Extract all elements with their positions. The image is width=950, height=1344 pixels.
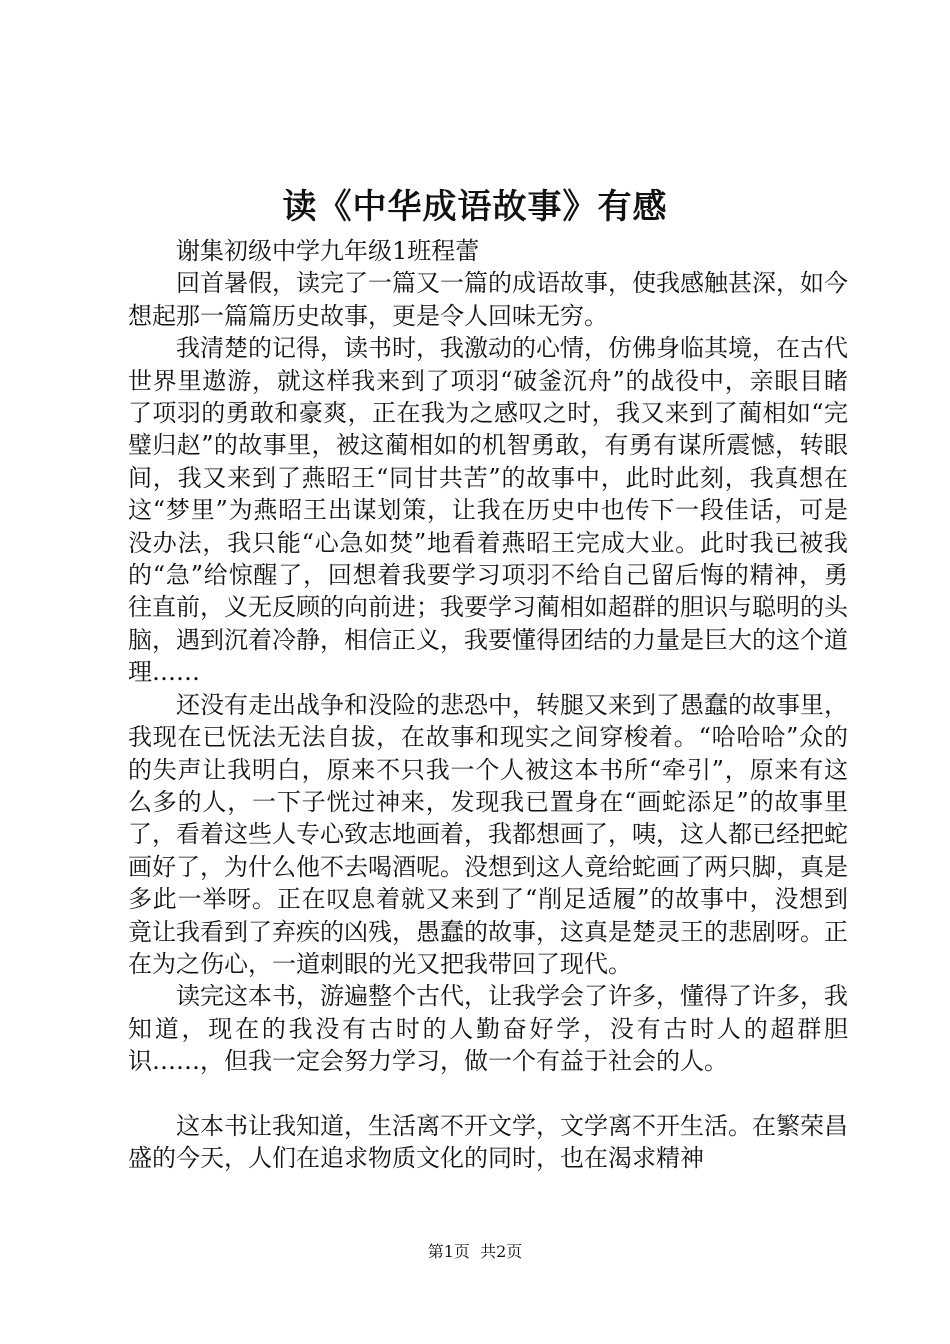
author-line: 谢集初级中学九年级1班程蕾 (176, 237, 480, 265)
blank-line (128, 1078, 848, 1110)
paragraph: 读完这本书，游遍整个古代，让我学会了许多，懂得了许多，我知道，现在的我没有古时的人勤奋好学，没有古时人的超群胆识……，但我一定会努力学习，做一个有益于社会的人。 (128, 982, 848, 1076)
document-title: 读《中华成语故事》有感 (282, 187, 668, 227)
paragraph: 我清楚的记得，读书时，我激动的心情，仿佛身临其境，在古代世界里遨游，就这样我来到了项羽“破釜沉舟”的战役中，亲眼目睹了项羽的勇敢和豪爽，正在我为之感叹之时，我又来到了蔺相如“完璧归赵”的故事里，被这蔺相如的机智勇敢，有勇有谋所震憾，转眼间，我又来到了燕昭王“同甘共苦”的故事中，此时此刻，我真想在这“梦里”为燕昭王出谋划策，让我在历史中也传下一段佳话，可是没办法，我只能“心急如焚”地看着燕昭王完成大业。此时我已被我的“急”给惊醒了，回想着我要学习项羽不给自己留后悔的精神，勇往直前，义无反顾的向前进；我要学习蔺相如超群的胆识与聪明的头脑，遇到沉着冷静，相信正义，我要懂得团结的力量是巨大的这个道理…… (128, 334, 848, 687)
paragraph: 这本书让我知道，生活离不开文学，文学离不开生活。在繁荣昌盛的今天，人们在追求物质文化的同时，也在渴求精神 (128, 1111, 848, 1173)
page-footer: 第1页 共2页 (427, 1242, 523, 1261)
paragraph: 回首暑假，读完了一篇又一篇的成语故事，使我感触甚深，如今想起那一篇篇历史故事，更是令人回味无穷。 (128, 269, 848, 330)
paragraph: 还没有走出战争和没险的悲恐中，转腿又来到了愚蠢的故事里，我现在已怃法无法自拔，在故事和现实之间穿梭着。“哈哈哈”众的的失声让我明白，原来不只我一个人被这本书所“牵引”，原来有这么多的人，一下子恍过神来，发现我已置身在“画蛇添足”的故事里了，看着这些人专心致志地画着，我都想画了，咦，这人都已经把蛇画好了，为什么他不去喝酒呢。没想到这人竟给蛇画了两只脚，真是多此一举呀。正在叹息着就又来到了“削足适履”的故事中，没想到竟让我看到了弃疾的凶残，愚蠢的故事，这真是楚灵王的悲剧呀。正在为之伤心，一道刺眼的光又把我带回了现代。 (128, 690, 848, 978)
document-body (128, 235, 848, 1175)
